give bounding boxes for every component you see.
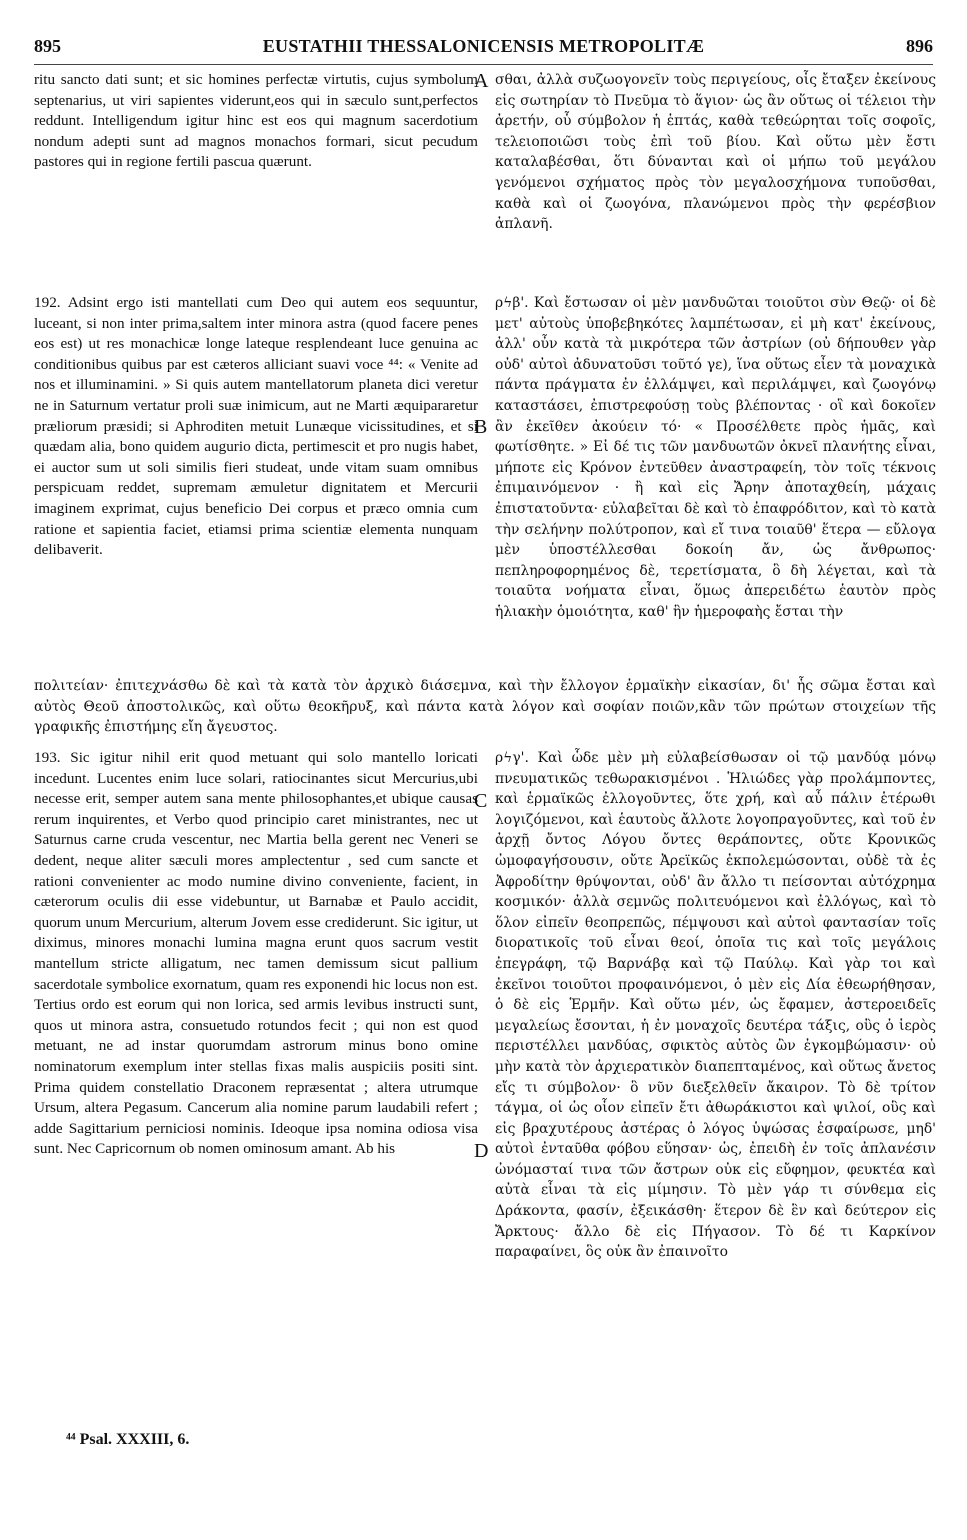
latin-column-block-2 xyxy=(34,293,478,673)
running-header xyxy=(34,36,933,62)
page-number-left: 895 xyxy=(34,36,61,56)
latin-paragraph: ritu sancto dati sunt; et sic homines perfectæ virtutis, cujus symbolum septenarius, ut viri sapientes viderunt,eos qui in sæculo sunt,perfectos reddunt. Intelligendum igitur hinc est eos qui magnum sacerdotium nondum adepti sunt ad magnos monachos formari, sicut pecudum pastores qui in regione fertili pascua quærunt. xyxy=(34,71,478,171)
page-number-right: 896 xyxy=(906,36,933,56)
greek-full-width-continuation xyxy=(34,676,936,741)
greek-paragraph-193: ρϟγ'. Καὶ ὧδε μὲν μὴ εὐλαβείσθωσαν οἱ τῷ μανδύᾳ μόνῳ πνευματικῶς τεθωρακισμένοι . Ἡλιώδες γὰρ προλάμποντες, καὶ ἑρμαϊκῶς ἐλλογοῦντες, ὅτε χρή, καὶ αὖ πάλιν ἑτέρωθι λογιζόμενοι, καὶ ἑαυτοὺς ἄλλοτε λογοπραγοῦντες, καὶ τοῦ ἐν ἀρχῇ ὄντος Λόγου ὄντες θεράποντες, οὔτε Κρονικῶς ὠμοφαγήσουσιν, οὔτε Ἀρεϊκῶς ἐκπολεμώσονται, οὐδὲ τὰ ἐς Ἀφροδίτην θρύψονται, οὐδ' ἂν ἄλλο τι πείσονται αὐτόχρημα κοσμικόν· ἀλλὰ σεμνῶς πολιτευόμενοι καὶ ἐλλόγως, καὶ τὸ ὅλον εἰπεῖν θεοπρεπῶς, πέμψουσι καὶ αὐτοὶ φαντασίαν τοῖς διορατικοῖς τοῦ εἶναι θεοί, ὁποῖα τις καὶ τοῖς μεγάλοις ἐπεγράφη, τῷ Βαρνάβᾳ καὶ τῷ Παύλῳ. Καὶ γὰρ τοι καὶ ἐκεῖνοι τοιοῦτοι προφαινόμενοι, ὁ μὲν εἰς Δία ἐθεωρήθησαν, ὁ δὲ εἰς Ἑρμῆν. Καὶ οὕτω μέν, ὡς ἔφαμεν, ἀστεροειδεῖς μεγαλείως ἔσονται, ἡ ἐν μοναχοῖς δευτέρα τάξις, οὓς ὁ ἱερὸς περιστέλλει μανδύας, σφικτὸς αὐτὸς ὢν ἐγκομβώμασιν· οὐ μὴν κατὰ τὸν ἀρχιερατικὸν διαπεπταμένος, καὶ οὕτως ἄνετος εἴς τι σύμβολον· ὃ νῦν διεξελθεῖν ἄκαιρον. Τὸ δὲ τρίτον τάγμα, οἱ ὡς οἷον εἰπεῖν ἔτι ἀθωράκιστοι καὶ ψιλοί, οὓς καὶ εἰς βραχυτέρους ἀστέρας ὁ λόγος ὑψώσας ἐσφαίρωσε, μηδ' αὐτοὶ ἐνταῦθα φόβου εὕησαν· ὡς, ἐπειδὴ ἐν τοῖς ἀπλανέσιν ὠνόμασταί τινα τῶν ἄστρων οὐκ εἰς εὔφημον, φευκτέα καὶ αὐτὰ εἶναι τὰ εἰς μίμησιν. Τὸ μὲν γάρ τι σύνθεμα εἰς Δράκοντα, φασίν, ἐξεικάσθη· ἕτερον δὲ ἓν καὶ δεύτερον εἰς Ἄρκτους· ἄλλο δὲ εἰς Πήγασον. Τὸ δέ τι Καρκίνον παραφαίνει, ὃς οὐκ ἂν ἐπαινοῖτο xyxy=(495,750,936,1261)
latin-paragraph-192: 192. Adsint ergo isti mantellati cum Deo qui autem eos sequuntur, luceant, si non inter prima,saltem inter minora astra (quod facere penes eos est) ut res monachicæ longe lateque resplendeant luce genuina ac conditionibus quibus par est cæteros alliciant suavi voce ⁴⁴: « Venite ad nos et illuminamini. » Si quis autem mantellatorum planeta dici veretur ne in Saturnum vertatur proli suæ inimicum, aut ne Marti æquipararetur præliorum præsidi; si Aphroditen metuit Lunæque vicissitudines, et si quædam alia, bono quidem augurio dicta, pertimescit et pro nugis habet, ei auctor sum ut soli similis fieri studeat, unde vitam suam omnibus perspicuam reddet, supremam æmuletur dignitatem et Mercurii imaginem exprimat, cujus beneficio Dei corpus et præco omnia cum ratione et sapientia faciet, etiamsi prima scientiæ elementa nunquam delibaverit. xyxy=(34,294,478,559)
latin-column-block-1 xyxy=(34,70,478,275)
header-rule xyxy=(34,64,933,65)
footnote: ⁴⁴ Psal. XXXIII, 6. xyxy=(66,1431,190,1448)
latin-column-block-3 xyxy=(34,748,478,1403)
section-marker-a: A xyxy=(474,70,489,92)
greek-column-block-2 xyxy=(495,293,936,673)
greek-wide-paragraph: πολιτείαν· ἐπιτεχνάσθω δὲ καὶ τὰ κατὰ τὸν ἀρχικὸ διάσεμνα, καὶ τὴν ἔλλογον ἑρμαϊκὴν εἰκασίαν, δι' ἧς σῶμα ἔσται καὶ αὐτὸς Θεοῦ ἀποστολικῶς, καὶ οὕτω θεοκῆρυξ, καὶ πάντα κατὰ λόγον καὶ σοφίαν ποιῶν,κἂν τῶν πρώτων στοιχείων τῆς γραφικῆς ἐπιστήμης εἴη ἄγευστος. xyxy=(34,678,936,736)
running-title: EUSTATHII THESSALONICENSIS METROPOLITÆ xyxy=(262,36,705,56)
greek-paragraph-192: ρϟβ'. Καὶ ἔστωσαν οἱ μὲν μανδυῶται τοιοῦτοι σὺν Θεῷ· οἱ δὲ μετ' αὐτοὺς ὑποβεβηκότες λαμπέτωσαν, εἰ μὴ κατ' ἐκείνους, ἀλλ' οὖν κατὰ τὰ μικρότερα τῶν ἀστρίων (οὐ δήπουθεν γὰρ οὐδ' αὐτοὶ ἀδυνατοῦσι τοῦτό γε), ἵνα οὕτως εἶεν τὰ μοναχικὰ πάντα πράγματα ἐν ἐλλάμψει, καὶ περιλάμψει, καὶ ζωογόνῳ καταστάσει, ἐπιστρεφούσῃ τοὺς βλέποντας · οἳ καὶ δοκοῖεν ἂν ἐκεῖθεν ἀκούειν τό· « Προσέλθετε πρὸς ἡμᾶς, καὶ φωτίσθητε. » Εἰ δέ τις τῶν μανδυωτῶν ὀκνεῖ πλανήτης εἶναι, μήποτε εἰς Κρόνον ἐντεῦθεν ἀναστραφείη, τὸν τοῖς τέκνοις ἐπιμαινόμενον · ἢ καὶ εἰς Ἄρην ἀποταχθείη, μάχαις ἐπιστατοῦντα· εὐλαβεῖται δὲ καὶ τὸ ἐπαφρόδιτον, καὶ τὸ κατὰ τὴν σελήνην πολύτροπον, καὶ εἴ τινα τοιαῦθ' ἕτερα — εὔλογα μὲν ὑποστέλλεσθαι δοκοίη ἄν, ὡς ἄνθρωπος· πεπληροφορημένος δὲ, τερετίσματα, ὃ δὴ λέγεται, καὶ τὰ τοιαῦτα νοήματα εἶναι, ὅμως ἀπερειδέτω ἑαυτὸν πρὸς ἡλιακὴν ὁμοιότητα, καθ' ἣν ἡμεροφαὴς ἔσται τὴν xyxy=(495,295,936,620)
section-marker-c: C xyxy=(474,790,488,812)
greek-paragraph: σθαι, ἀλλὰ συζωογονεῖν τοὺς περιγείους, οἷς ἔταξεν ἐκείνους εἰς σωτηρίαν τὸ Πνεῦμα τὸ ἅγιον· ὡς ἂν οὕτως οἱ τέλειοι τὴν ἀρετήν, οὗ σύμβολον ἡ ἑπτάς, καθὰ τεθεώρηται τοῖς σοφοῖς, τελειοποιῶσι τοὺς ἐπὶ τοῦ βίου. Καὶ οὕτω μὲν ἔστι καταλαβέσθαι, ὅτι δύνανται καὶ οἱ μήπω τοῦ μεγάλου γενόμενοι σχήματος πρὸς τὸν μεγαλοσχήμονα τυποῦσθαι, καθὰ καὶ οἱ ζωογόνα, πλανώμενοι πρὸς τὴν φερέσβιον ἀπλανῆ. xyxy=(495,72,936,233)
greek-column-block-3 xyxy=(495,748,936,1403)
section-marker-d: D xyxy=(474,1140,489,1162)
latin-paragraph-193: 193. Sic igitur nihil erit quod metuant qui solo mantello loricati incedunt. Lucentes enim luce solari, ratiocinantes sicut Mercurius,ubi necesse erit, semper autem sana mente philosophantes,et ubique causas rerum inquirentes, et Verbo quod principio caret ministrantes, nec ut Saturnus carne cruda vescentur, nec Martia bella gerent nec Veneri se dedent, neque aliter sæculi mores amplectentur , sed cum sancte et rationi convenienter ac modo numine divino conveniente, facient, in cæterorum oculis dii esse videbuntur, ut Barnabæ et Paulo accidit, quorum unum Mercurium, alterum Jovem esse crediderunt. Sic igitur, ut diximus, minores monachi lumina magna erunt quos sacrum vestit mantellum stricte alligatum, nec tamen demissum sicut pallium sacerdotale symbolice exornatum, quam res exponendi hic locus non est. Tertius ordo est eorum qui non lorica, sed armis levibus instructi sunt, quos ut minora astra, consuetudo rotundos fecit ; qui non est quod metuant, ne ad instar quorumdam astrorum minus bono omine nominatorum exemplum inter stellas fixas malis auspiciis positi sint. Prima quidem constellatio Draconem repræsentat ; altera utrumque Ursum, altera Pegasum. Cancerum alia nomine parum laudabili refert ; adde Sagittarium perniciosi nominis. Ideoque ipsa nomina odiosa visa sunt. Nec Capricornum ob nomen ominosum amant. Ab his xyxy=(34,749,478,1158)
section-marker-b: B xyxy=(474,416,488,438)
greek-column-block-1 xyxy=(495,70,936,285)
